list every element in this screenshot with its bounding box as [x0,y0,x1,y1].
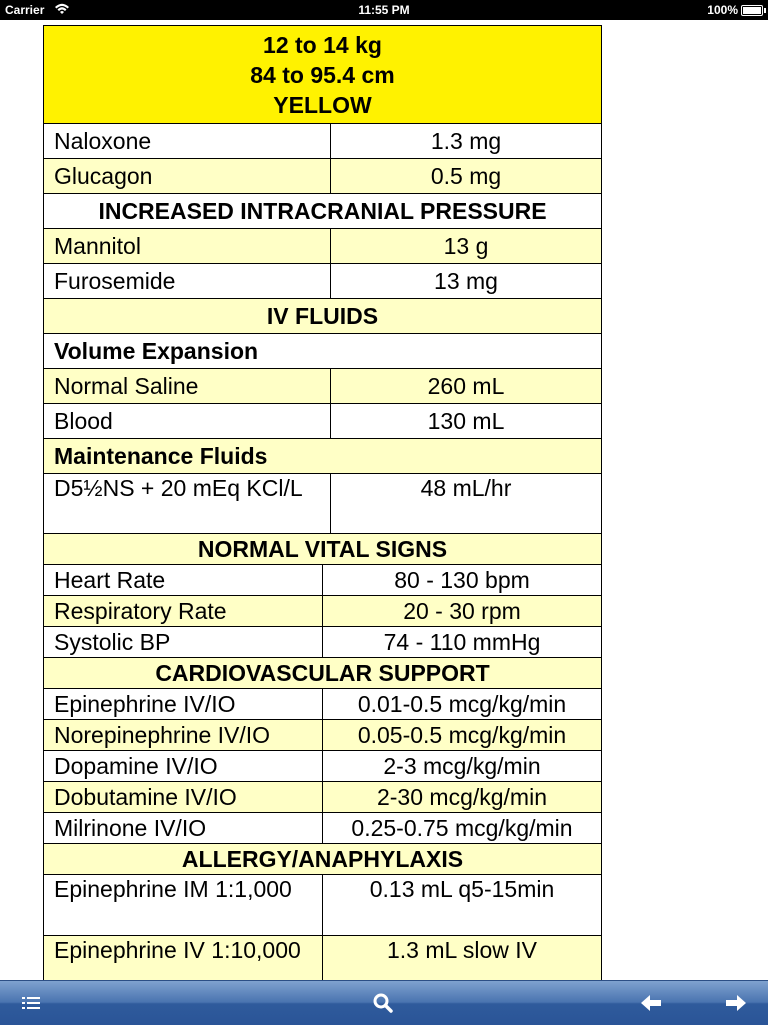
drug-name: Epinephrine IV 1:10,000 [44,936,323,981]
drug-name: Furosemide [44,264,331,299]
drug-dose: 1.3 mg [331,124,602,159]
drug-dose: 130 mL [331,404,602,439]
length-range: 84 to 95.4 cm [250,62,395,88]
weight-header-row [44,26,602,124]
drug-dose: 0.13 mL q5-15min [323,875,602,936]
table-row [44,159,602,194]
status-bar [0,0,768,20]
dosing-table [43,25,602,538]
drug-name: Dopamine IV/IO [44,751,323,782]
drug-dose: 2-3 mcg/kg/min [323,751,602,782]
vital-value: 20 - 30 rpm [323,596,602,627]
table-row [44,369,602,404]
drug-name: Blood [44,404,331,439]
arrow-left-icon[interactable] [637,989,665,1017]
table-row [44,596,602,627]
table-row [44,751,602,782]
table-row [44,813,602,844]
drug-dose: 13 mg [331,264,602,299]
drug-name: Dobutamine IV/IO [44,782,323,813]
subsection-header: Maintenance Fluids [44,439,602,474]
bottom-toolbar [0,980,768,1025]
vital-value: 80 - 130 bpm [323,565,602,596]
section-header: CARDIOVASCULAR SUPPORT [44,658,602,689]
vital-value: 74 - 110 mmHg [323,627,602,658]
section-header: IV FLUIDS [44,299,602,334]
dosing-content[interactable] [0,20,768,980]
drug-name: Glucagon [44,159,331,194]
drug-name: D5½NS + 20 mEq KCl/L [44,474,331,538]
battery-percentage: 100% [707,3,738,17]
section-header: NORMAL VITAL SIGNS [44,534,602,565]
table-row [44,404,602,439]
table-row [44,627,602,658]
table-row [44,936,602,981]
vital-label: Respiratory Rate [44,596,323,627]
drug-dose: 0.05-0.5 mcg/kg/min [323,720,602,751]
section-header-row [44,658,602,689]
subsection-header: Volume Expansion [44,334,602,369]
section-header-row [44,299,602,334]
list-icon[interactable] [17,989,45,1017]
section-header-row [44,194,602,229]
carrier-label: Carrier [5,3,45,17]
table-row [44,124,602,159]
drug-name: Naloxone [44,124,331,159]
drug-dose: 0.5 mg [331,159,602,194]
drug-dose: 0.25-0.75 mcg/kg/min [323,813,602,844]
section-header-row [44,534,602,565]
drug-dose: 1.3 mL slow IV [323,936,602,981]
table-row [44,264,602,299]
search-icon[interactable] [369,989,397,1017]
drug-name: Epinephrine IV/IO [44,689,323,720]
table-row [44,875,602,936]
drug-dose: 2-30 mcg/kg/min [323,782,602,813]
table-row [44,720,602,751]
vitals-table [43,533,602,980]
table-row [44,782,602,813]
table-row [44,229,602,264]
drug-name: Milrinone IV/IO [44,813,323,844]
drug-dose: 13 g [331,229,602,264]
section-header: ALLERGY/ANAPHYLAXIS [44,844,602,875]
drug-dose: 48 mL/hr [331,474,602,538]
drug-dose: 0.01-0.5 mcg/kg/min [323,689,602,720]
status-time: 11:55 PM [358,3,410,17]
drug-name: Mannitol [44,229,331,264]
table-row [44,565,602,596]
table-row [44,474,602,538]
vital-label: Systolic BP [44,627,323,658]
section-header-row [44,844,602,875]
weight-range: 12 to 14 kg [263,32,382,58]
section-header: INCREASED INTRACRANIAL PRESSURE [44,194,602,229]
subsection-row [44,439,602,474]
battery-icon [741,5,763,16]
subsection-row [44,334,602,369]
color-zone: YELLOW [273,92,372,118]
weight-header [44,26,602,124]
drug-name: Normal Saline [44,369,331,404]
vital-label: Heart Rate [44,565,323,596]
table-row [44,689,602,720]
drug-name: Norepinephrine IV/IO [44,720,323,751]
drug-dose: 260 mL [331,369,602,404]
arrow-right-icon[interactable] [722,989,750,1017]
drug-name: Epinephrine IM 1:1,000 [44,875,323,936]
